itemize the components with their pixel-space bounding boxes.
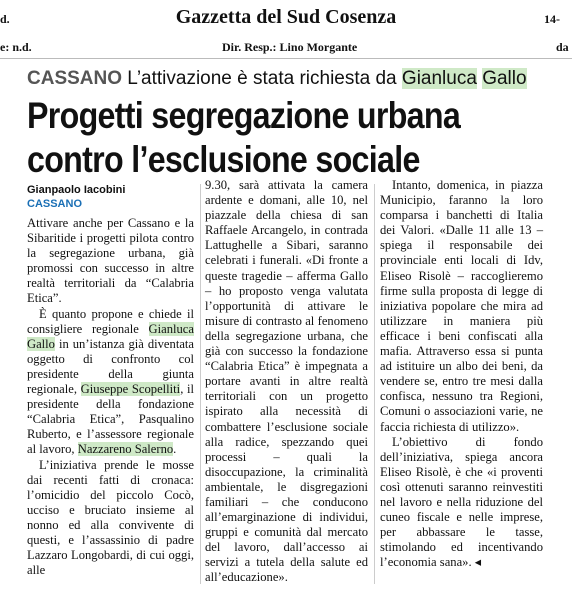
person-name-scopelliti: Giuseppe Scopelliti	[80, 382, 181, 397]
header-left-top: d.	[0, 12, 10, 26]
kicker	[27, 68, 527, 90]
col3-paragraph-2: L’obiettivo di fondo dell’iniziativa, spiega ancora Eliseo Risolè, è che «i proventi così ottenuti saranno reinvestiti nel lavoro e nella riduzione del cuneo fiscale e nelle imprese, per abbassare le tasse, stimolando ed incentivando l’economia sana». ◂	[380, 434, 543, 570]
col1-p2-text-d: .	[173, 442, 177, 457]
header-right-bottom: da	[556, 40, 569, 54]
author: Gianpaolo Iacobini	[27, 184, 126, 196]
person-name-gallo: Gianluca Gallo	[27, 321, 194, 351]
col1-p2-text-a: È quanto propone e chiede il consigliere regionale	[27, 306, 194, 336]
location: CASSANO	[27, 198, 83, 210]
column-2	[205, 178, 368, 586]
header-right-top: 14-	[544, 12, 560, 26]
col2-paragraph-1: 9.30, sarà attivata la camera ardente e domani, alle 10, nel piazzale della chiesa di san Raffaele Arcangelo, in contrada Lattughelle a Sibari, saranno celebrati i funerali. «Di fronte a queste tragedie – afferma Gallo – ho proposto venga valutata l’opportunità di attivare le misure di contrasto al fenomeno della segregazione urbana, che già con successo la fondazione “Calabria Etica” è impegnata a portare avanti in altre realtà territoriali con un progetto ispirato alla necessità di combattere l’esclusione sociale alla radice, spezzando quei processi – quali la disoccupazione, la criminalità ambientale, le disgregazioni familiari – che conducono all’emarginazione di individui, gruppi e comunità dal mercato del lavoro, dall’accesso ai servizi a tutela della salute ed all’educazione».	[205, 178, 368, 585]
person-name-salerno: Nazzareno Salerno	[77, 442, 174, 457]
kicker-city: CASSANO	[27, 68, 123, 89]
kicker-name-first: Gianluca	[401, 68, 477, 89]
col1-paragraph-1: Attivare anche per Cassano e la Sibaritide i progetti pilota contro la segregazione urbana, già promossi con successo in altre realtà territoriali da “Calabria Etica”.	[27, 216, 194, 306]
headline-line-1: Progetti segregazione urbana	[27, 95, 461, 136]
column-3	[380, 178, 543, 570]
kicker-text: L’attivazione è stata richiesta da	[127, 68, 397, 89]
col3-paragraph-1: Intanto, domenica, in piazza Municipio, faranno la loro comparsa i banchetti di Italia dei Valori. «Dalle 11 alle 13 – spiega il responsabile dei provinciale enti locali di Idv, Eliseo Risolè – raccoglieremo firme sulla proposta di legge di iniziativa popolare che mira ad utilizzare in maniera più efficace i beni confiscati alla mafia. Attraverso essa si punta ad istituire un albo dei beni, da vendere se, entro tre mesi dalla confisca, nessuno tra Regioni, Comuni o associazioni varie, ne faccia richiesta di utilizzo».	[380, 178, 543, 434]
col1-paragraph-3: L’iniziativa prende le mosse dai recenti fatti di cronaca: l’omicidio del piccolo Cocò, ucciso e bruciato insieme al nonno ed alla convivente di questi, e l’assassinio di padre Lazzaro Longobardi, di cui oggi, alle	[27, 457, 194, 578]
kicker-name-last: Gallo	[482, 68, 527, 89]
column-rule-2	[374, 184, 375, 584]
newspaper-title: Gazzetta del Sud Cosenza	[175, 6, 397, 28]
headline	[27, 94, 460, 182]
column-1	[27, 184, 194, 578]
header-divider	[0, 58, 572, 59]
col1-paragraph-2	[27, 307, 194, 458]
col1-p2-text-c: , il presidente della fondazione “Calabria Etica”, Pasqualino Ruberto, e l’assessore regionale al lavoro,	[27, 382, 194, 457]
headline-line-2: contro l’esclusione sociale	[27, 139, 420, 180]
column-rule-1	[200, 184, 201, 584]
header-left-bottom: e: n.d.	[0, 40, 32, 54]
director-line: Dir. Resp.: Lino Morgante	[222, 40, 358, 54]
col1-p2-text-b: in un’istanza già diventata oggetto di confronto col presidente della giunta regionale,	[27, 336, 194, 397]
